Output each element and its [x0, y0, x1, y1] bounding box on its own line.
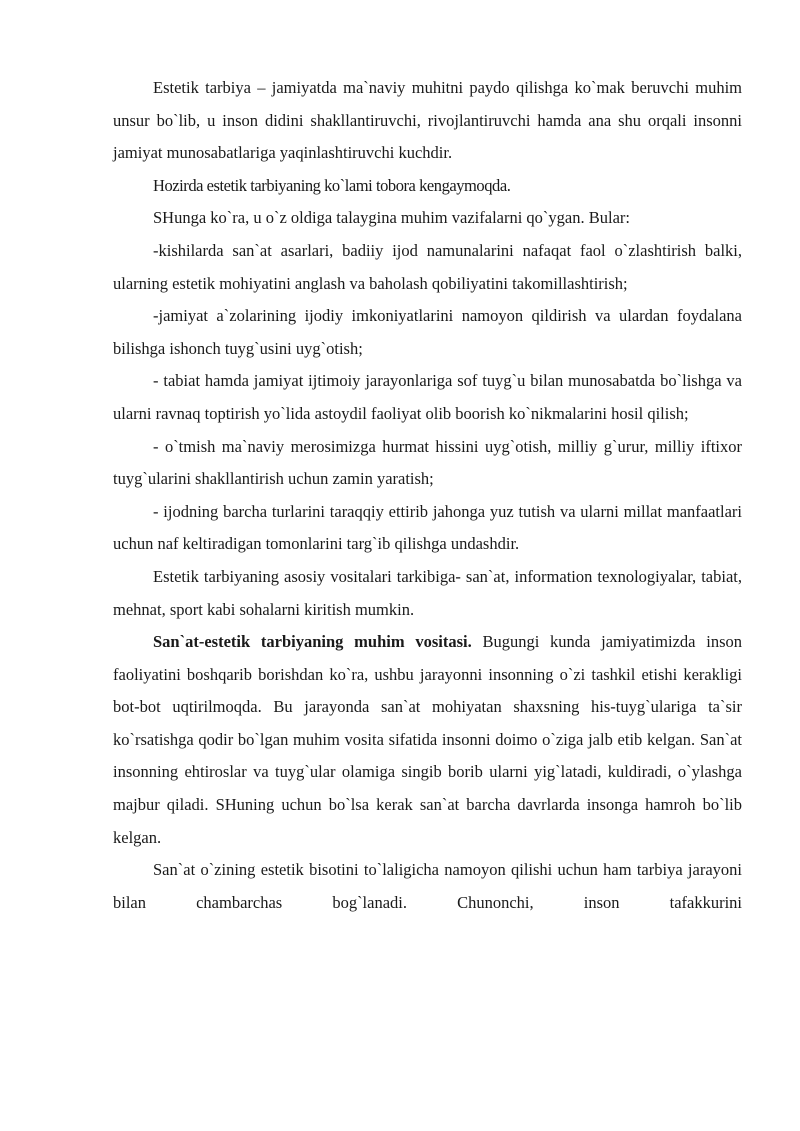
list-item-task-1: -kishilarda san`at asarlari, badiiy ijod namunalarini nafaqat faol o`zlashtirish balki, ularning estetik mohiyatini anglash va baholash qobiliyatini takomillashtirish;	[113, 240, 742, 293]
list-item-task-4: - o`tmish ma`naviy merosimizga hurmat hissini uyg`otish, milliy g`urur, milliy iftixor tuyg`ularini shakllantirish uchun zamin yaratish;	[113, 436, 742, 489]
paragraph-means: Estetik tarbiyaning asosiy vositalari tarkibiga- san`at, information texnologiyalar, tabiat, mehnat, sport kabi sohalarni kiritish mumkin.	[113, 566, 742, 619]
paragraph-scope: Hozirda estetik tarbiyaning ko`lami tobora kengaymoqda.	[153, 175, 511, 195]
paragraph-tasks-intro: SHunga ko`ra, u o`z oldiga talaygina muhim vazifalarni qo`ygan. Bular:	[153, 208, 630, 228]
paragraph-art-education: San`at o`zining estetik bisotini to`laligicha namoyon qilishi uchun ham tarbiya jarayoni bilan chambarchas bog`lanadi. Chunonchi, inson tafakkurini	[113, 860, 742, 912]
list-item-task-2: -jamiyat a`zolarining ijodiy imkoniyatlarini namoyon qildirish va ulardan foydalana bilishga ishonch tuyg`usini uyg`otish;	[113, 306, 742, 358]
section-heading: San`at-estetik tarbiyaning muhim vositasi.	[153, 632, 472, 652]
paragraph-definition: Estetik tarbiya – jamiyatda ma`naviy muhitni paydo qilishga ko`mak beruvchi muhim unsur bo`lib, u inson didini shakllantiruvchi, rivojlantiruvchi hamda ana shu orqali insonni jamiyat munosabatlariga yaqinlashtiruvchi kuchdir.	[113, 78, 742, 163]
paragraph-art-body: Bugungi kunda jamiyatimizda inson faoliyatini boshqarib borishdan ko`ra, ushbu jarayonni insonning o`zi tashkil etishi kerakligi bot-bot uqtirilmoqda. Bu jarayonda san`at mohiyatan shaxsning his-tuyg`ulariga ta`sir ko`rsatishga qodir bo`lgan muhim vosita sifatida insonni doimo o`ziga jalb etib kelgan. San`at insonning ehtiroslar va tuyg`ular olamiga singib borib ularni yig`latadi, kuldiradi, o`ylashga majbur qiladi. SHuning uchun bo`lsa kerak san`at barcha davrlarda insonga hamroh bo`lib kelgan.	[113, 632, 742, 847]
list-item-task-3: - tabiat hamda jamiyat ijtimoiy jarayonlariga sof tuyg`u bilan munosabatda bo`lishga va ularni ravnaq toptirish yo`lida astoydil faoliyat olib boorish ko`nikmalarini hosil qilish;	[113, 371, 742, 423]
paragraph-art-section	[113, 626, 742, 854]
list-item-task-5: - ijodning barcha turlarini taraqqiy ettirib jahonga yuz tutish va ularni millat manfaatlari uchun naf keltiradigan tomonlarini targ`ib qilishga undashdir.	[113, 501, 742, 554]
